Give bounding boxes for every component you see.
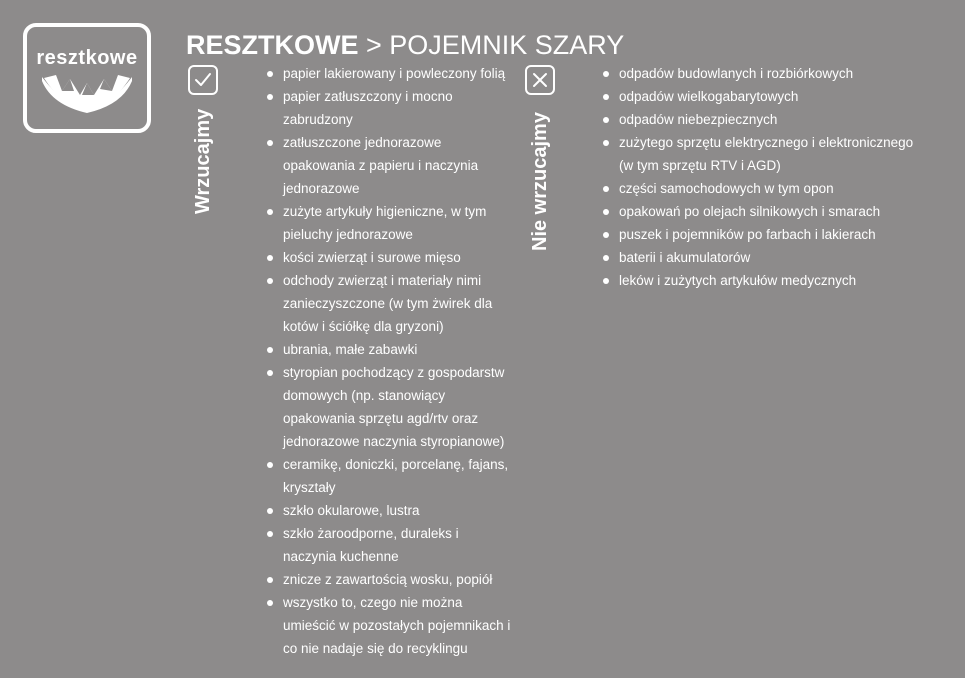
rejected-item: opakowań po olejach silnikowych i smarach <box>601 200 921 223</box>
accepted-item: papier lakierowany i powleczony folią <box>265 62 513 85</box>
rejected-item: puszek i pojemników po farbach i lakierach <box>601 223 921 246</box>
accepted-item: styropian pochodzący z gospodarstw domowych (np. stanowiący opakowania sprzętu agd/rtv oraz jednorazowe naczynia styropianowe) <box>265 361 513 453</box>
rejected-item: zużytego sprzętu elektrycznego i elektronicznego (w tym sprzętu RTV i AGD) <box>601 131 921 177</box>
accepted-label: Wrzucajmy <box>192 108 214 214</box>
page-title <box>186 30 624 61</box>
rejected-item: odpadów wielkogabarytowych <box>601 85 921 108</box>
rejected-label: Nie wrzucajmy <box>529 112 551 251</box>
accepted-item: kości zwierząt i surowe mięso <box>265 246 513 269</box>
accepted-item: szkło okularowe, lustra <box>265 499 513 522</box>
resztkowe-logo <box>23 23 151 133</box>
check-icon <box>188 65 218 95</box>
rejected-item: odpadów niebezpiecznych <box>601 108 921 131</box>
waste-bin-emblem-icon <box>40 75 134 117</box>
rejected-item: leków i zużytych artykułów medycznych <box>601 269 921 292</box>
title-container: > POJEMNIK SZARY <box>358 30 625 60</box>
logo-text: resztkowe <box>36 47 138 69</box>
accepted-item: odchody zwierząt i materiały nimi zanieczyszczone (w tym żwirek dla kotów i ściółkę dla gryzoni) <box>265 269 513 338</box>
accepted-item: szkło żaroodporne, duraleks i naczynia kuchenne <box>265 522 513 568</box>
accepted-item: zatłuszczone jednorazowe opakowania z papieru i naczynia jednorazowe <box>265 131 513 200</box>
accepted-item: znicze z zawartością wosku, popiół <box>265 568 513 591</box>
accepted-item: ubrania, małe zabawki <box>265 338 513 361</box>
rejected-item: odpadów budowlanych i rozbiórkowych <box>601 62 921 85</box>
accepted-item: papier zatłuszczony i mocno zabrudzony <box>265 85 513 131</box>
accepted-item: wszystko to, czego nie można umieścić w pozostałych pojemnikach i co nie nadaje się do recyklingu <box>265 591 513 660</box>
accepted-list <box>265 62 513 660</box>
cross-icon <box>525 65 555 95</box>
rejected-item: części samochodowych w tym opon <box>601 177 921 200</box>
rejected-list <box>601 62 921 292</box>
accepted-item: ceramikę, doniczki, porcelanę, fajans, kryształy <box>265 453 513 499</box>
rejected-item: baterii i akumulatorów <box>601 246 921 269</box>
title-category: RESZTKOWE <box>186 30 359 60</box>
accepted-item: zużyte artykuły higieniczne, w tym pieluchy jednorazowe <box>265 200 513 246</box>
